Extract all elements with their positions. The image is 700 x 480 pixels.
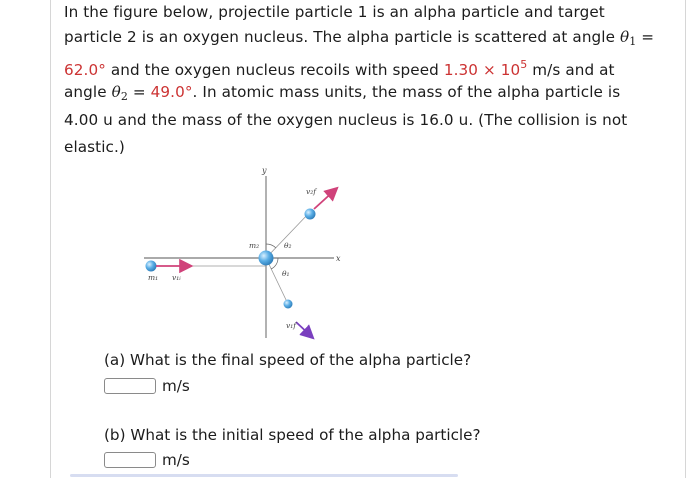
angle-label: angle bbox=[64, 83, 112, 101]
x-axis-label: x bbox=[336, 254, 341, 263]
part-b-input[interactable] bbox=[104, 452, 156, 468]
equals-sign: = bbox=[636, 28, 655, 46]
theta2-arc bbox=[266, 244, 276, 248]
theta2-label: θ₂ bbox=[284, 241, 292, 250]
particle-2-final bbox=[305, 209, 316, 220]
problem-text-6: elastic.) bbox=[64, 138, 125, 156]
theta2-value: 49.0° bbox=[150, 83, 193, 101]
m1-label: m₁ bbox=[148, 273, 159, 282]
problem-line-1 bbox=[64, 0, 680, 25]
problem-text-1: In the figure below, projectile particle 1 is an alpha particle and target bbox=[64, 3, 605, 21]
problem-line-4 bbox=[64, 80, 680, 105]
problem-line-5 bbox=[64, 105, 680, 135]
v1f-arrow bbox=[296, 322, 312, 337]
scatter-path bbox=[266, 258, 288, 304]
theta1-label: θ₁ bbox=[282, 269, 290, 278]
problem-line-6 bbox=[64, 135, 680, 160]
equals-sign-2: = bbox=[127, 83, 151, 101]
part-a-input[interactable] bbox=[104, 378, 156, 394]
collision-figure bbox=[138, 162, 358, 342]
y-axis-label: y bbox=[262, 166, 267, 175]
theta1-value: 62.0° bbox=[64, 61, 106, 79]
part-b-answer-row bbox=[104, 451, 190, 469]
m2-label: m₂ bbox=[249, 241, 260, 250]
part-a-prompt: (a) What is the final speed of the alpha particle? bbox=[104, 351, 472, 369]
particle-1-initial bbox=[146, 261, 157, 272]
problem-line-2 bbox=[64, 25, 680, 50]
part-a-unit: m/s bbox=[162, 377, 190, 395]
v1f-label: v₁f bbox=[286, 321, 297, 330]
bottom-divider bbox=[70, 474, 458, 477]
theta2-symbol: $\theta_2$ bbox=[111, 83, 128, 103]
part-b-unit: m/s bbox=[162, 451, 190, 469]
theta1-symbol: $\theta_1$ bbox=[619, 28, 637, 48]
part-a-answer-row bbox=[104, 377, 190, 395]
v2f-arrow bbox=[314, 189, 336, 209]
v1i-label: v₁ᵢ bbox=[172, 273, 181, 282]
part-b-prompt: (b) What is the initial speed of the alpha particle? bbox=[104, 426, 481, 444]
recoil-speed-value: $1.30 \times 10^5$ bbox=[443, 58, 528, 79]
problem-text-2: particle 2 is an oxygen nucleus. The alpha particle is scattered at angle bbox=[64, 28, 620, 46]
problem-line-3 bbox=[64, 50, 680, 80]
particle-2-target bbox=[259, 251, 274, 266]
problem-text-5: 4.00 u and the mass of the oxygen nucleus is 16.0 u. (The collision is not bbox=[64, 111, 628, 129]
speed-unit-text: m/s and at bbox=[527, 61, 615, 79]
v2f-label: v₂f bbox=[306, 187, 317, 196]
particle-1-final bbox=[284, 300, 293, 309]
problem-statement bbox=[64, 0, 680, 160]
problem-text-4: . In atomic mass units, the mass of the alpha particle is bbox=[192, 83, 621, 101]
recoil-path bbox=[266, 212, 310, 258]
problem-text-3: and the oxygen nucleus recoils with speed bbox=[105, 61, 444, 79]
